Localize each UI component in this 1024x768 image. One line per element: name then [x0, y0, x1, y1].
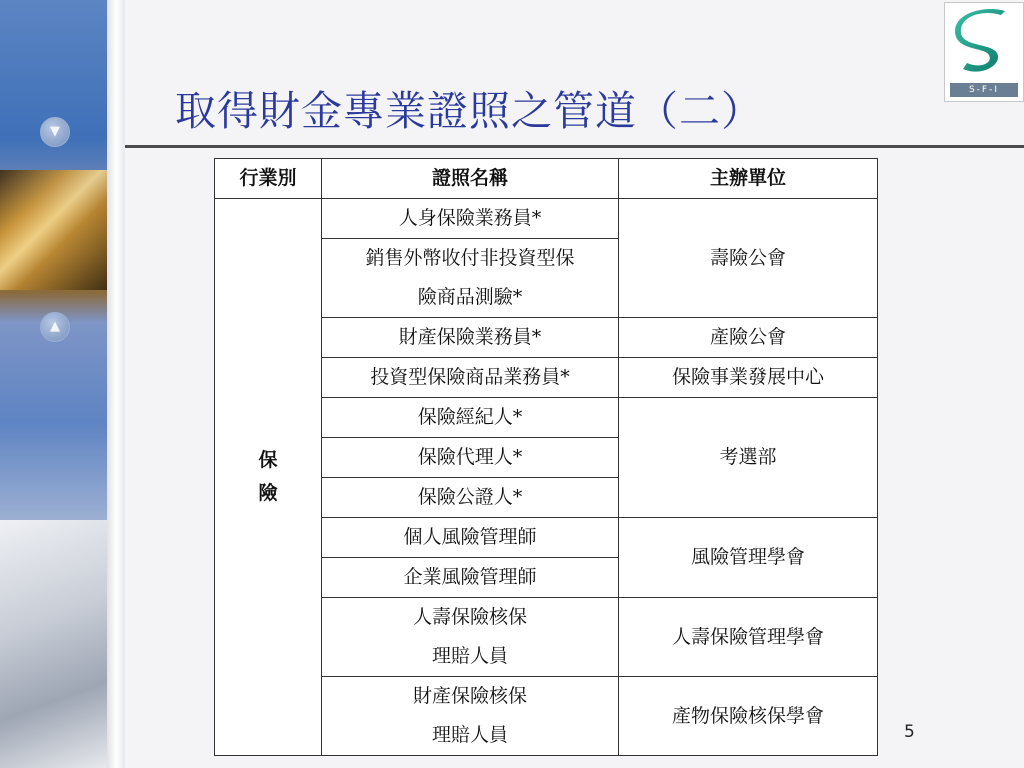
certificate-cell: 保險經紀人* — [322, 398, 619, 438]
organizer-cell: 壽險公會 — [619, 199, 878, 318]
header-certificate: 證照名稱 — [322, 159, 619, 199]
organizer-cell: 保險事業發展中心 — [619, 358, 878, 398]
certificate-cell: 保險公證人* — [322, 478, 619, 518]
industry-cell — [215, 199, 322, 756]
certificate-cell: 企業風險管理師 — [322, 558, 619, 598]
organizer-cell: 風險管理學會 — [619, 518, 878, 598]
certificate-cell: 人壽保險核保 理賠人員 — [322, 598, 619, 677]
logo-wordmark: S-F-I — [950, 83, 1018, 97]
organizer-cell: 產險公會 — [619, 318, 878, 358]
certificate-table — [214, 158, 878, 756]
certificate-cell: 財產保險核保 理賠人員 — [322, 677, 619, 756]
table-header-row — [215, 159, 878, 199]
slide-title: 取得財金專業證照之管道（二） — [175, 87, 763, 135]
header-industry: 行業別 — [215, 159, 322, 199]
decorative-separator — [107, 0, 125, 768]
certificate-cell: 投資型保險商品業務員* — [322, 358, 619, 398]
table-row — [215, 199, 878, 239]
organizer-cell: 考選部 — [619, 398, 878, 518]
certificate-cell: 財產保險業務員* — [322, 318, 619, 358]
sfi-logo — [944, 2, 1024, 102]
industry-label: 保 險 — [258, 449, 278, 504]
certificate-cell: 個人風險管理師 — [322, 518, 619, 558]
certificate-cell: 銷售外幣收付非投資型保 險商品測驗* — [322, 239, 619, 318]
organizer-cell: 人壽保險管理學會 — [619, 598, 878, 677]
organizer-cell: 產物保險核保學會 — [619, 677, 878, 756]
page-number: 5 — [904, 722, 915, 742]
decorative-gold-image — [0, 170, 107, 290]
certificate-cell: 保險代理人* — [322, 438, 619, 478]
certificate-cell: 人身保險業務員* — [322, 199, 619, 239]
down-arrow-icon: ▼ — [40, 117, 70, 147]
decorative-keyboard-image — [0, 520, 107, 768]
title-underline — [125, 145, 1024, 148]
up-arrow-icon: ▲ — [40, 312, 70, 342]
sfi-logo-mark — [951, 7, 1017, 81]
header-organizer: 主辦單位 — [619, 159, 878, 199]
